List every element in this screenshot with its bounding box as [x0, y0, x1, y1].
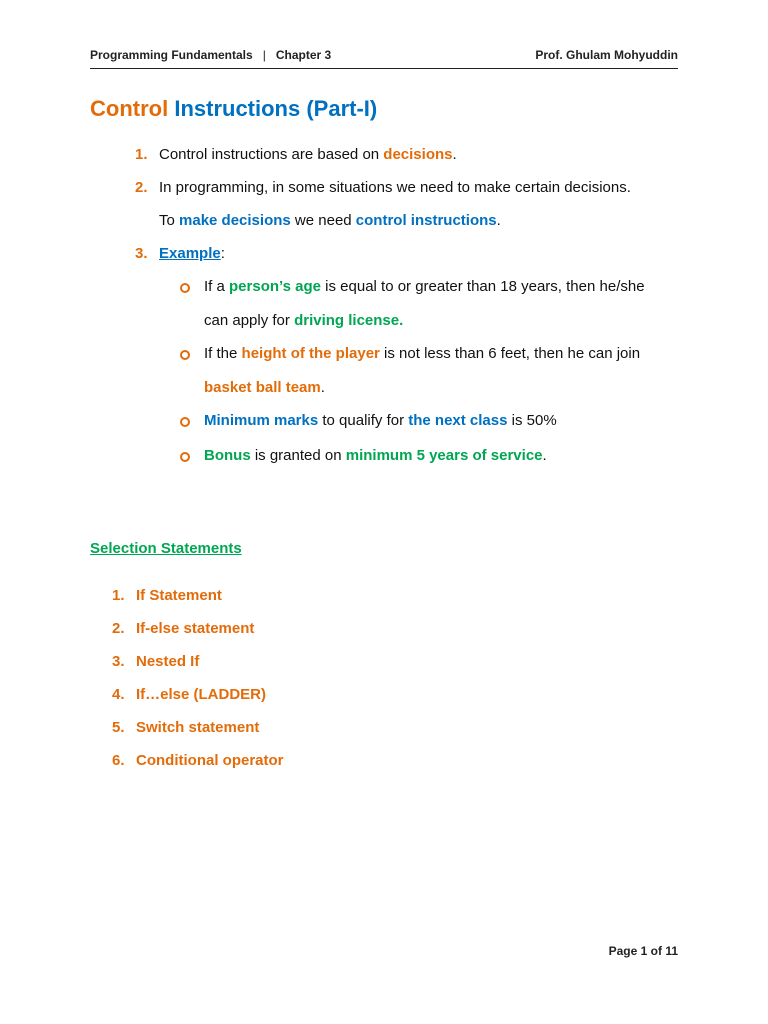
example-4: [204, 447, 547, 464]
list-item-label: Conditional operator: [136, 752, 284, 769]
list-item-number: 4.: [112, 686, 125, 703]
list-item: [112, 653, 199, 670]
selection-heading: Selection Statements: [90, 540, 242, 557]
example-2-highlight: height of the player: [241, 345, 380, 362]
bullet-circle-icon: [180, 417, 190, 427]
point-2-highlight-a: make decisions: [179, 212, 291, 229]
list-item-label: Switch statement: [136, 719, 260, 736]
title-part-1: Control: [90, 96, 169, 121]
page-title: [90, 96, 377, 122]
example-1-line-2: [204, 312, 403, 329]
page-number: [609, 944, 678, 958]
example-2-text-b: is not less than 6 feet, then he can join: [379, 345, 641, 362]
page-word: Page: [608, 944, 638, 958]
example-3-highlight-b: the next class: [408, 412, 508, 429]
header-separator: |: [262, 48, 266, 62]
example-3: [204, 412, 557, 429]
bullet-circle-icon: [180, 283, 190, 293]
chapter-label: Chapter 3: [275, 48, 332, 62]
point-2-line-1: In programming, in some situations we need to make certain decisions.: [159, 179, 631, 196]
course-name: Programming Fundamentals: [90, 48, 253, 62]
example-1-text-c: can apply for: [204, 312, 295, 329]
current-page: 1: [640, 944, 648, 958]
header-rule: [90, 68, 678, 69]
bullet-circle-icon: [180, 452, 190, 462]
list-item-number: 6.: [112, 752, 125, 769]
list-item: [112, 620, 254, 637]
example-2-line-2: [204, 379, 325, 396]
list-item-label: If Statement: [136, 587, 222, 604]
point-3-number: 3.: [135, 245, 148, 262]
example-1-text-b: is equal to or greater than 18 years, then he/she: [321, 278, 645, 295]
list-item-label: If-else statement: [136, 620, 255, 637]
header-left: [90, 48, 331, 62]
list-item-label: Nested If: [136, 653, 200, 670]
bullet-circle-icon: [180, 350, 190, 360]
example-3-text-a: to qualify for: [318, 412, 409, 429]
example-4-highlight-b: minimum 5 years of service: [345, 447, 543, 464]
example-4-text-a: is granted on: [250, 447, 346, 464]
example-2-end: .: [320, 379, 325, 396]
point-1-text: Control instructions are based on: [159, 146, 384, 163]
total-pages: 11: [665, 944, 678, 958]
point-1-number: 1.: [135, 146, 148, 163]
example-1-text-a: If a: [204, 278, 230, 295]
point-2-number: 2.: [135, 179, 148, 196]
list-item-number: 2.: [112, 620, 125, 637]
point-2-text-a: To: [159, 212, 180, 229]
point-1-end: .: [452, 146, 457, 163]
list-item-number: 5.: [112, 719, 125, 736]
example-1-highlight: person’s age: [229, 278, 321, 295]
example-2-highlight-2: basket ball team: [204, 379, 321, 396]
point-2-text-b: we need: [290, 212, 356, 229]
author-name: Prof. Ghulam Mohyuddin: [535, 48, 678, 62]
example-label: Example: [159, 245, 221, 262]
example-2-text-a: If the: [204, 345, 242, 362]
list-item: [112, 719, 259, 736]
example-3-text-b: is 50%: [507, 412, 557, 429]
page-header: [90, 48, 678, 66]
point-2-line-2: [159, 212, 501, 229]
example-1-highlight-2: driving license.: [294, 312, 404, 329]
point-1-highlight: decisions: [383, 146, 453, 163]
example-2-line-1: [204, 345, 640, 362]
example-3-highlight-a: Minimum marks: [204, 412, 319, 429]
list-item: [112, 752, 284, 769]
list-item-number: 3.: [112, 653, 125, 670]
list-item-label: If…else (LADDER): [136, 686, 267, 703]
title-part-2: Instructions (Part-I): [174, 96, 378, 121]
point-2-end: .: [496, 212, 501, 229]
point-2-highlight-b: control instructions: [355, 212, 497, 229]
of-word: of: [650, 944, 662, 958]
list-item: [112, 686, 266, 703]
example-1-line-1: [204, 278, 645, 295]
list-item-number: 1.: [112, 587, 125, 604]
example-4-highlight-a: Bonus: [204, 447, 251, 464]
list-item: [112, 587, 222, 604]
example-colon: :: [220, 245, 225, 262]
example-4-end: .: [542, 447, 547, 464]
point-3: [159, 245, 225, 262]
point-1: [159, 146, 457, 163]
